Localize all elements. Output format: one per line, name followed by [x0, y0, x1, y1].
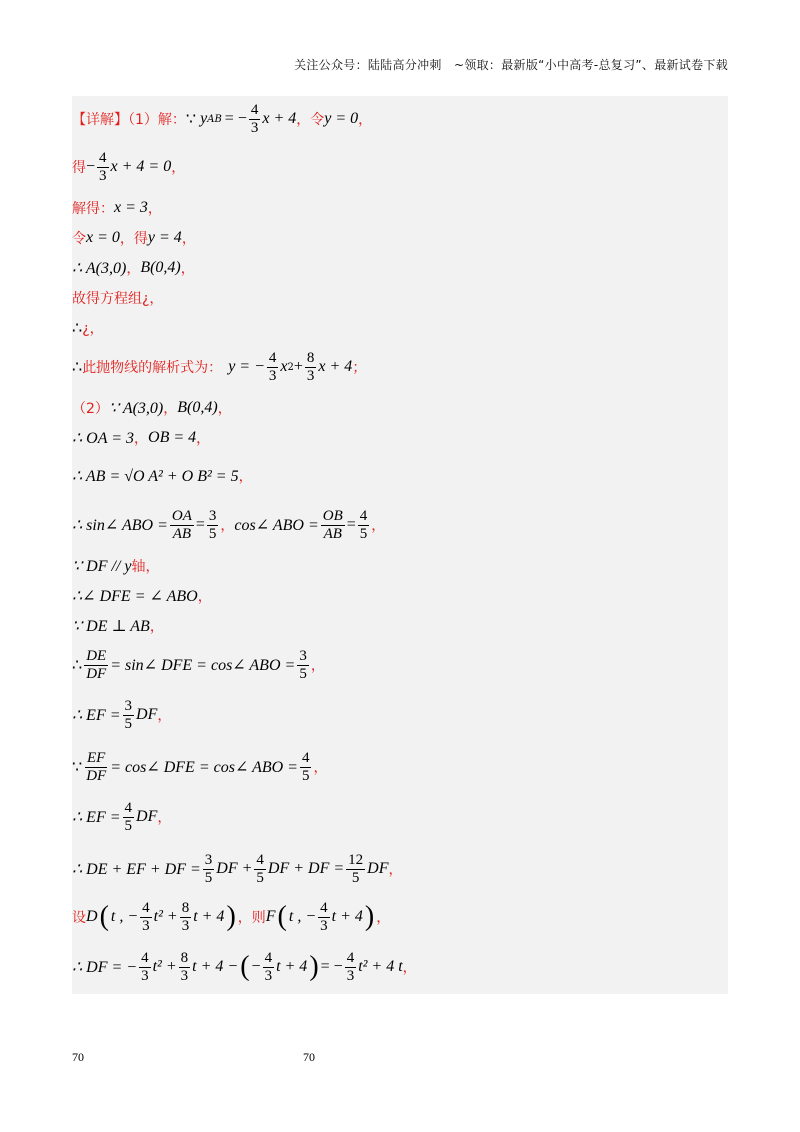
- solution-line-9: （2） ∵ A(3,0) ， B(0,4) ，: [72, 399, 232, 417]
- fraction: $\frac{EF}{DF}$: [86, 750, 107, 784]
- fraction: $\frac{8}{3}$: [306, 350, 315, 384]
- fraction: $\frac{4}{3}$: [346, 950, 355, 984]
- solution-line-13: ∵ DF // y 轴 ，: [72, 558, 160, 575]
- detail-label: 【详解】（1）解：: [72, 112, 186, 128]
- fraction: $\frac{4}{5}$: [359, 508, 368, 542]
- solution-line-17: ∴ EF = $\frac{3}{5}$ DF ，: [72, 698, 172, 732]
- fraction: $\frac{4}{5}$: [124, 800, 133, 834]
- solution-line-14: ∴∠ DFE = ∠ ABO ，: [72, 588, 212, 605]
- fraction: $\frac{3}{5}$: [299, 648, 307, 682]
- solution-line-3: 解得： x = 3 ，: [72, 199, 162, 217]
- solution-line-20: ∴ DE + EF + DF = $\frac{3}{5}$ DF + $\frac{4}{5}$ DF + DF = $\frac{12}{5}$ DF ，: [72, 852, 403, 886]
- solution-line-19: ∴ EF = $\frac{4}{5}$ DF ，: [72, 800, 172, 834]
- fraction: $\frac{4}{3}$: [141, 950, 149, 984]
- fraction: $\frac{4}{3}$: [142, 900, 150, 934]
- solution-line-2: 得 − $\frac{4}{3}$ x + 4 = 0 ，: [72, 150, 186, 184]
- page-number-left: 70: [72, 1050, 84, 1064]
- solution-line-6: 故得方程组¿，: [72, 291, 164, 307]
- fraction: $\frac{4}{3}$: [250, 102, 259, 136]
- solution-line-10: ∴ OA = 3 ， OB = 4 ，: [72, 429, 211, 447]
- solution-line-8: ∴ 此抛物线的解析式为： y = − $\frac{4}{3}$ x 2 + $\frac{8}{3}$ x + 4 ；: [72, 350, 367, 384]
- solution-line-7: ∴ ¿，: [72, 320, 104, 337]
- fraction: $\frac{OA}{AB}$: [171, 508, 192, 542]
- fraction: $\frac{8}{3}$: [181, 900, 190, 934]
- solution-line-5: ∴ A(3,0) ， B(0,4) ，: [72, 259, 195, 277]
- solution-line-11: ∴ AB = √O A² + O B² = 5 ，: [72, 468, 253, 485]
- page-number-center: 70: [303, 1050, 315, 1064]
- fraction: $\frac{4}{3}$: [268, 350, 277, 384]
- solution-line-4: 令 x = 0 ，得 y = 4 ，: [72, 229, 196, 247]
- fraction: $\frac{DE}{DF}$: [86, 648, 107, 682]
- fraction: $\frac{4}{3}$: [264, 950, 273, 984]
- solution-line-22: ∴ DF = − $\frac{4}{3}$ t² + $\frac{8}{3}$ t + 4 − ( − $\frac{4}{3}$ t + 4 ) = − $\frac{4}{3}$ t² + 4 t ，: [72, 950, 417, 984]
- solution-line-1: 【详解】（1）解： ∵ y AB = − $\frac{4}{3}$ x + 4 ，令 y = 0 ，: [72, 102, 373, 136]
- fraction: $\frac{3}{5}$: [124, 698, 133, 732]
- fraction: $\frac{4}{5}$: [301, 750, 310, 784]
- fraction: $\frac{OB}{AB}$: [322, 508, 343, 542]
- solution-line-15: ∵ DE ⊥ AB ，: [72, 618, 164, 635]
- fraction: $\frac{3}{5}$: [208, 508, 217, 542]
- solution-line-18: ∵ $\frac{EF}{DF}$ = cos∠ DFE = cos∠ ABO = $\frac{4}{5}$ ，: [72, 750, 328, 784]
- fraction: $\frac{4}{5}$: [256, 852, 264, 886]
- solution-line-12: ∴ sin∠ ABO = $\frac{OA}{AB}$ = $\frac{3}{5}$ ， cos∠ ABO = $\frac{OB}{AB}$ = $\frac{4}{5}$ ，: [72, 508, 386, 542]
- page-header: 关注公众号：陆陆高分冲刺 ~领取：最新版“小中高考-总复习”、最新试卷下载: [294, 58, 728, 72]
- fraction: $\frac{4}{3}$: [320, 900, 328, 934]
- solution-line-21: 设 D ( t , − $\frac{4}{3}$ t² + $\frac{8}{3}$ t + 4 ) ，则 F ( t , − $\frac{4}{3}$ t + 4 ) ，: [72, 900, 391, 934]
- fraction: $\frac{4}{3}$: [99, 150, 107, 184]
- solution-line-16: ∴ $\frac{DE}{DF}$ = sin∠ DFE = cos∠ ABO = $\frac{3}{5}$ ，: [72, 648, 325, 682]
- fraction: $\frac{8}{3}$: [180, 950, 189, 984]
- fraction: $\frac{3}{5}$: [204, 852, 213, 886]
- fraction: $\frac{12}{5}$: [348, 852, 364, 886]
